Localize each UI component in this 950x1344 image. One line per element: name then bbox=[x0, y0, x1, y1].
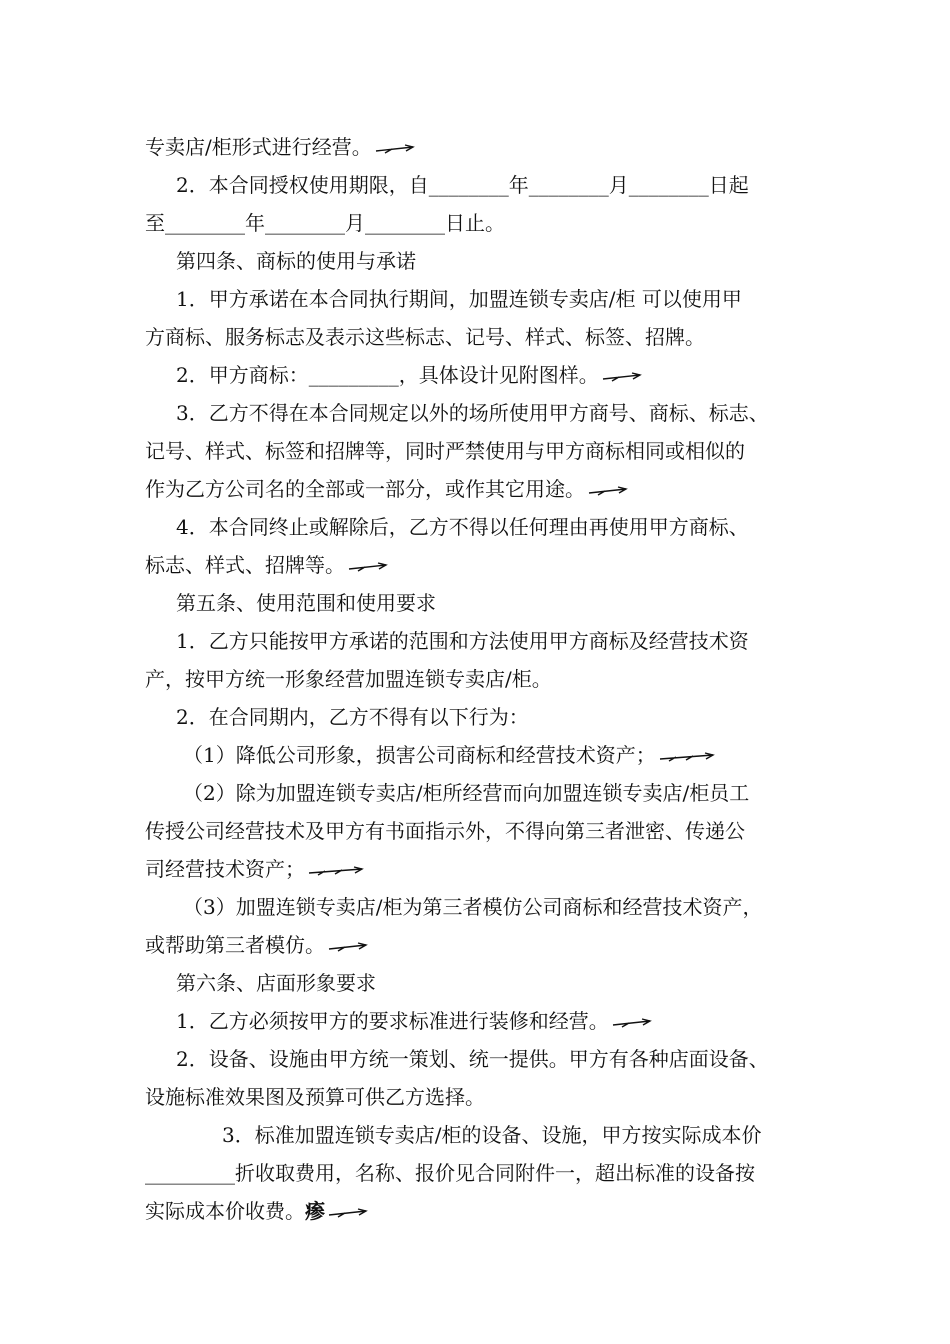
tab-arrow-icon bbox=[328, 1208, 368, 1218]
paragraph-line: 方商标、服务标志及表示这些标志、记号、样式、标签、招牌。 bbox=[145, 325, 705, 349]
paragraph-line: 标志、样式、招牌等。 bbox=[145, 551, 388, 579]
paragraph-line: 2．本合同授权使用期限，自________年________月________日起 bbox=[176, 173, 749, 197]
paragraph-line: （1）降低公司形象，损害公司商标和经营技术资产； bbox=[183, 741, 715, 769]
paragraph-line: 记号、样式、标签和招牌等，同时严禁使用与甲方商标相同或相似的 bbox=[145, 439, 745, 463]
tab-arrow-icon bbox=[588, 486, 628, 496]
paragraph-line: 2．甲方商标：_________，具体设计见附图样。 bbox=[176, 361, 642, 389]
paragraph-line: 3．乙方不得在本合同规定以外的场所使用甲方商号、商标、标志、 bbox=[176, 401, 769, 425]
paragraph-line: 设施标准效果图及预算可供乙方选择。 bbox=[145, 1085, 485, 1109]
section-heading: 第四条、商标的使用与承诺 bbox=[176, 249, 416, 273]
tab-arrow-icon bbox=[602, 372, 642, 382]
paragraph-line: 3．标准加盟连锁专卖店/柜的设备、设施，甲方按实际成本价 bbox=[222, 1123, 762, 1147]
paragraph-line: 1．甲方承诺在本合同执行期间，加盟连锁专卖店/柜 可以使用甲 bbox=[176, 287, 742, 311]
tab-arrow-icon bbox=[612, 1018, 652, 1028]
tab-arrow-icon bbox=[308, 866, 364, 876]
tab-arrow-icon bbox=[375, 144, 415, 154]
tab-arrow-icon bbox=[659, 752, 715, 762]
paragraph-line: 1．乙方只能按甲方承诺的范围和方法使用甲方商标及经营技术资 bbox=[176, 629, 749, 653]
bold-glyph: 瘆 bbox=[305, 1199, 325, 1223]
paragraph-line: 或帮助第三者模仿。 bbox=[145, 931, 368, 959]
paragraph-line: 传授公司经营技术及甲方有书面指示外，不得向第三者泄密、传递公 bbox=[145, 819, 745, 843]
paragraph-line: （2）除为加盟连锁专卖店/柜所经营而向加盟连锁专卖店/柜员工 bbox=[183, 781, 750, 805]
paragraph-line: _________折收取费用，名称、报价见合同附件一，超出标准的设备按 bbox=[145, 1161, 755, 1185]
paragraph-line: 1．乙方必须按甲方的要求标准进行装修和经营。 bbox=[176, 1007, 652, 1035]
tab-arrow-icon bbox=[348, 562, 388, 572]
paragraph-line: 至________年________月________日止。 bbox=[145, 211, 505, 235]
tab-arrow-icon bbox=[328, 942, 368, 952]
paragraph-line: 2．设备、设施由甲方统一策划、统一提供。甲方有各种店面设备、 bbox=[176, 1047, 769, 1071]
paragraph-line: 作为乙方公司名的全部或一部分，或作其它用途。 bbox=[145, 475, 628, 503]
paragraph-line: 产，按甲方统一形象经营加盟连锁专卖店/柜。 bbox=[145, 667, 552, 691]
section-heading: 第五条、使用范围和使用要求 bbox=[176, 591, 436, 615]
section-heading: 第六条、店面形象要求 bbox=[176, 971, 376, 995]
paragraph-line: 专卖店/柜形式进行经营。 bbox=[145, 133, 415, 161]
paragraph-line: 实际成本价收费。瘆 bbox=[145, 1197, 368, 1225]
paragraph-line: 2．在合同期内，乙方不得有以下行为： bbox=[176, 705, 529, 729]
paragraph-line: 4．本合同终止或解除后，乙方不得以任何理由再使用甲方商标、 bbox=[176, 515, 749, 539]
paragraph-line: （3）加盟连锁专卖店/柜为第三者模仿公司商标和经营技术资产， bbox=[183, 895, 763, 919]
paragraph-line: 司经营技术资产； bbox=[145, 855, 364, 883]
